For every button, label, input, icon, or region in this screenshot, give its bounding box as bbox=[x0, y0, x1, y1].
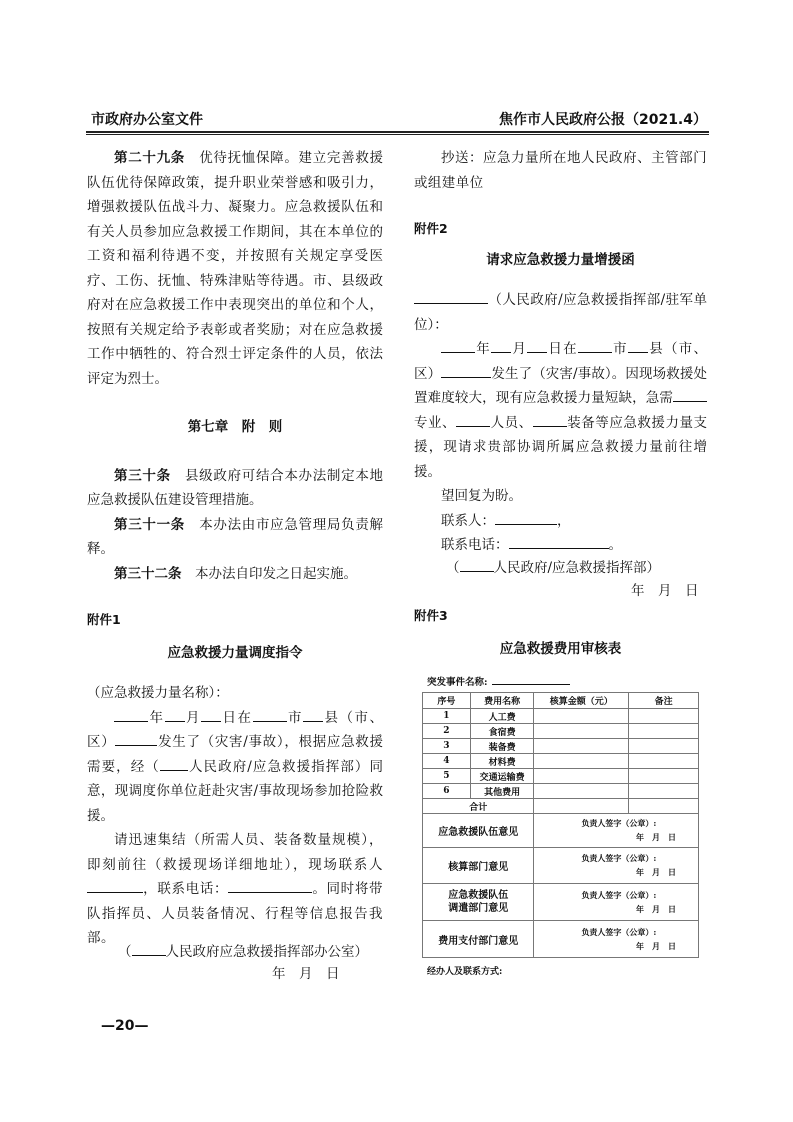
sign-open: （ bbox=[118, 944, 132, 960]
county-label: 县（市、 bbox=[323, 709, 383, 726]
total-note-cell[interactable] bbox=[629, 799, 699, 814]
blank-location[interactable] bbox=[441, 365, 491, 378]
opinion-date: 年 月 日 bbox=[636, 940, 676, 951]
blank-contact[interactable] bbox=[87, 880, 143, 893]
attachment-1-date: 年 月 日 bbox=[272, 966, 340, 982]
fee-name: 交通运输费 bbox=[470, 769, 534, 784]
opinion-label: 核算部门意见 bbox=[423, 848, 534, 884]
row-number: 3 bbox=[423, 739, 471, 754]
county-label: 县（市、 bbox=[647, 341, 708, 357]
blank-county[interactable] bbox=[303, 709, 323, 722]
article-31-body: 本办法由市应急管理局负责解释。 bbox=[87, 516, 384, 557]
event-name-field bbox=[427, 674, 570, 688]
table-row bbox=[423, 724, 699, 739]
fee-name: 食宿费 bbox=[470, 724, 534, 739]
header-rule bbox=[86, 131, 709, 133]
attachment-2-signature bbox=[446, 556, 660, 576]
contact-end: ， bbox=[557, 512, 571, 529]
blank-addressee[interactable] bbox=[414, 291, 488, 304]
attachment-1-label: 附件1 bbox=[87, 612, 121, 627]
blank-day[interactable] bbox=[527, 340, 547, 353]
attachment-3-label: 附件3 bbox=[414, 608, 448, 623]
para2-end-text: 。同时将带队指挥员、人员装备情况、行程等信息报告我部。 bbox=[87, 881, 384, 946]
table-row bbox=[423, 769, 699, 784]
row-number: 2 bbox=[423, 724, 471, 739]
blank-month[interactable] bbox=[491, 340, 511, 353]
phone-label: 联系电话： bbox=[441, 537, 509, 553]
opinion-date: 年 月 日 bbox=[636, 832, 676, 842]
note-cell[interactable] bbox=[629, 724, 699, 739]
signature-org: 人民政府应急救援指挥部办公室） bbox=[165, 944, 368, 960]
opinion-sign-cell[interactable] bbox=[534, 848, 699, 884]
phone-line bbox=[414, 533, 707, 558]
fee-name: 人工费 bbox=[470, 709, 534, 724]
district-label: 区） bbox=[87, 734, 116, 750]
article-32-title: 第三十二条 bbox=[114, 565, 182, 582]
amount-cell[interactable] bbox=[534, 724, 629, 739]
blank-government[interactable] bbox=[160, 758, 188, 771]
table-header-row bbox=[423, 693, 699, 709]
handler-contact-label: 经办人及联系方式: bbox=[427, 967, 503, 977]
opinion-label: 应急救援队伍 bbox=[448, 890, 509, 901]
occurred-text: 发生了（灾害/事故）。因现场救援处置难度较大，现有应急救援力量短缺，急需 bbox=[414, 365, 707, 406]
signature-label: 负责人签字（公章）: bbox=[581, 818, 657, 828]
opinion-label: 应急救援队伍意见 bbox=[423, 814, 534, 848]
approval-text: 人民政府/应急救援指挥部）同意，现调度你单位赶赴灾害/事故现场参加抢险救援。 bbox=[87, 758, 383, 824]
day-label: 日在 bbox=[547, 341, 578, 357]
attachment-1-title: 应急救援力量调度指令 bbox=[167, 644, 303, 661]
city-label: 市 bbox=[611, 341, 628, 357]
phone-end: 。 bbox=[608, 537, 622, 553]
blank-city[interactable] bbox=[578, 340, 612, 353]
article-32-body: 本办法自印发之日起实施。 bbox=[195, 565, 357, 582]
event-name-label: 突发事件名称: bbox=[427, 677, 488, 688]
opinion-label-cell bbox=[423, 884, 534, 921]
header-cell: 核算金额（元） bbox=[534, 693, 629, 709]
article-30-title: 第三十条 bbox=[114, 467, 171, 484]
opinion-date: 年 月 日 bbox=[636, 867, 676, 877]
blank-phone[interactable] bbox=[509, 536, 609, 549]
fee-review-table bbox=[422, 692, 699, 958]
reply-text: 望回复为盼。 bbox=[441, 488, 522, 504]
header-left-title: 市政府办公室文件 bbox=[91, 112, 203, 128]
fee-name: 其他费用 bbox=[470, 784, 534, 799]
amount-cell[interactable] bbox=[534, 739, 629, 754]
signature-label: 负责人签字（公章）: bbox=[581, 853, 657, 863]
month-label: 月 bbox=[184, 709, 201, 726]
attachment-1-para1 bbox=[87, 706, 383, 829]
total-amount-cell[interactable] bbox=[534, 799, 629, 814]
table-row bbox=[423, 709, 699, 724]
article-31-title: 第三十一条 bbox=[114, 516, 185, 533]
para2-text: 请迅速集结（所需人员、装备数量规模），即刻前往（救援现场详细地址），现场联系人 bbox=[87, 832, 383, 873]
day-label: 日在 bbox=[221, 709, 253, 726]
opinion-row bbox=[423, 848, 699, 884]
blank-equipment[interactable] bbox=[533, 414, 567, 427]
page-number: —20— bbox=[101, 1018, 149, 1034]
blank-sign-government[interactable] bbox=[460, 559, 494, 572]
amount-cell[interactable] bbox=[534, 709, 629, 724]
amount-cell[interactable] bbox=[534, 754, 629, 769]
article-29 bbox=[87, 146, 383, 391]
blank-month[interactable] bbox=[165, 709, 185, 722]
table-row bbox=[423, 754, 699, 769]
opinion-row bbox=[423, 884, 699, 921]
signature-label: 负责人签字（公章）: bbox=[581, 889, 657, 900]
opinion-row bbox=[423, 814, 699, 848]
district-label: 区） bbox=[414, 365, 442, 382]
attachment-1-addressee: （应急救援力量名称）： bbox=[87, 685, 229, 701]
article-30 bbox=[87, 464, 383, 513]
staff-label: 人员、 bbox=[490, 414, 533, 431]
attachment-2-addressee bbox=[414, 288, 707, 337]
article-29-body: 优待抚恤保障。建立完善救援队伍优待保障政策，提升职业荣誉感和吸引力，增强救援队伍战斗力、凝聚力。应急救援队伍和有关人员参加应急救援工作期间，其在本单位的工资和福利待遇不变，并按照有关规定享受医疗、工伤、抚恤、特殊津贴等待遇。市、县级政府对在应急救援工作中表现突出的单位和个人，按照有关规定给予表彰或者奖励；对在应急救援工作中牺牲的、符合烈士评定条件的人员，依法评定为烈士。 bbox=[87, 150, 384, 387]
fee-name: 材料费 bbox=[470, 754, 534, 769]
attachment-2-para1 bbox=[414, 337, 707, 484]
header-cell: 费用名称 bbox=[470, 693, 534, 709]
table-row bbox=[423, 784, 699, 799]
opinion-date: 年 月 日 bbox=[636, 903, 676, 914]
attachment-2-title: 请求应急救援力量增援函 bbox=[486, 251, 635, 268]
major-label: 专业、 bbox=[414, 414, 457, 431]
amount-cell[interactable] bbox=[534, 769, 629, 784]
chapter-7-title: 第七章 附 则 bbox=[187, 419, 283, 435]
note-cell[interactable] bbox=[629, 709, 699, 724]
article-30-body: 县级政府可结合本办法制定本地应急救援队伍建设管理措施。 bbox=[87, 467, 384, 508]
opinion-sign-cell[interactable] bbox=[534, 921, 699, 958]
addressee-text: （人民政府/应急救援指挥部/驻军单位）： bbox=[414, 292, 707, 333]
total-label: 合计 bbox=[423, 799, 534, 814]
contact-line bbox=[414, 509, 707, 534]
blank-contact[interactable] bbox=[495, 512, 557, 525]
row-number: 6 bbox=[423, 784, 471, 799]
table-total-row bbox=[423, 799, 699, 814]
header-right-title: 焦作市人民政府公报（2021.4） bbox=[498, 112, 707, 128]
attachment-2-date: 年 月 日 bbox=[631, 583, 699, 599]
row-number: 1 bbox=[423, 709, 471, 724]
article-32 bbox=[87, 562, 383, 587]
blank-city[interactable] bbox=[253, 709, 287, 722]
article-29-title: 第二十九条 bbox=[114, 150, 185, 166]
blank-county[interactable] bbox=[628, 340, 648, 353]
header-cell: 序号 bbox=[423, 693, 471, 709]
equipment-text: 装备等应急救援力量支援，现请求贵部协调所属应急救援力量前往增援。 bbox=[414, 414, 708, 480]
contact-label: 联系人： bbox=[441, 512, 495, 529]
event-name-blank[interactable] bbox=[492, 675, 570, 685]
attachment-1-para2 bbox=[87, 828, 383, 951]
opinion-sign-cell[interactable] bbox=[534, 884, 699, 921]
opinion-label-line2: 调遣部门意见 bbox=[448, 903, 509, 914]
year-label: 年 bbox=[475, 341, 492, 357]
opinion-row bbox=[423, 921, 699, 958]
blank-year[interactable] bbox=[441, 340, 475, 353]
blank-sign-government[interactable] bbox=[132, 943, 166, 956]
table-row bbox=[423, 739, 699, 754]
opinion-label: 费用支付部门意见 bbox=[423, 921, 534, 958]
attachment-2-label: 附件2 bbox=[414, 221, 448, 236]
note-cell[interactable] bbox=[629, 769, 699, 784]
header-rule-thin bbox=[86, 134, 709, 135]
sign-open: （ bbox=[446, 560, 460, 576]
amount-cell[interactable] bbox=[534, 784, 629, 799]
blank-location[interactable] bbox=[115, 733, 157, 746]
blank-major[interactable] bbox=[673, 389, 707, 402]
signature-org: 人民政府/应急救援指挥部） bbox=[493, 560, 661, 576]
blank-day[interactable] bbox=[201, 709, 221, 722]
phone-label: ，联系电话： bbox=[143, 881, 229, 897]
row-number: 5 bbox=[423, 769, 471, 784]
header-cell: 备注 bbox=[629, 693, 699, 709]
month-label: 月 bbox=[511, 341, 528, 357]
attachment-1-signature bbox=[118, 940, 368, 960]
year-label: 年 bbox=[148, 709, 165, 726]
note-cell[interactable] bbox=[629, 784, 699, 799]
cc-text: 抄送：应急力量所在地人民政府、主管部门或组建单位 bbox=[414, 150, 707, 191]
article-31 bbox=[87, 513, 383, 562]
attachment-3-title: 应急救援费用审核表 bbox=[499, 641, 622, 657]
opinion-sign-cell[interactable] bbox=[534, 814, 699, 848]
blank-staff[interactable] bbox=[456, 414, 490, 427]
note-cell[interactable] bbox=[629, 754, 699, 769]
note-cell[interactable] bbox=[629, 739, 699, 754]
blank-phone[interactable] bbox=[228, 880, 312, 893]
blank-year[interactable] bbox=[114, 709, 148, 722]
row-number: 4 bbox=[423, 754, 471, 769]
signature-label: 负责人签字（公章）: bbox=[581, 926, 657, 937]
city-label: 市 bbox=[286, 709, 303, 726]
occurred-text: 发生了（灾害/事故），根据应急救援需要，经（ bbox=[87, 734, 383, 775]
left-column bbox=[87, 146, 383, 951]
right-column bbox=[414, 146, 707, 558]
fee-name: 装备费 bbox=[470, 739, 534, 754]
